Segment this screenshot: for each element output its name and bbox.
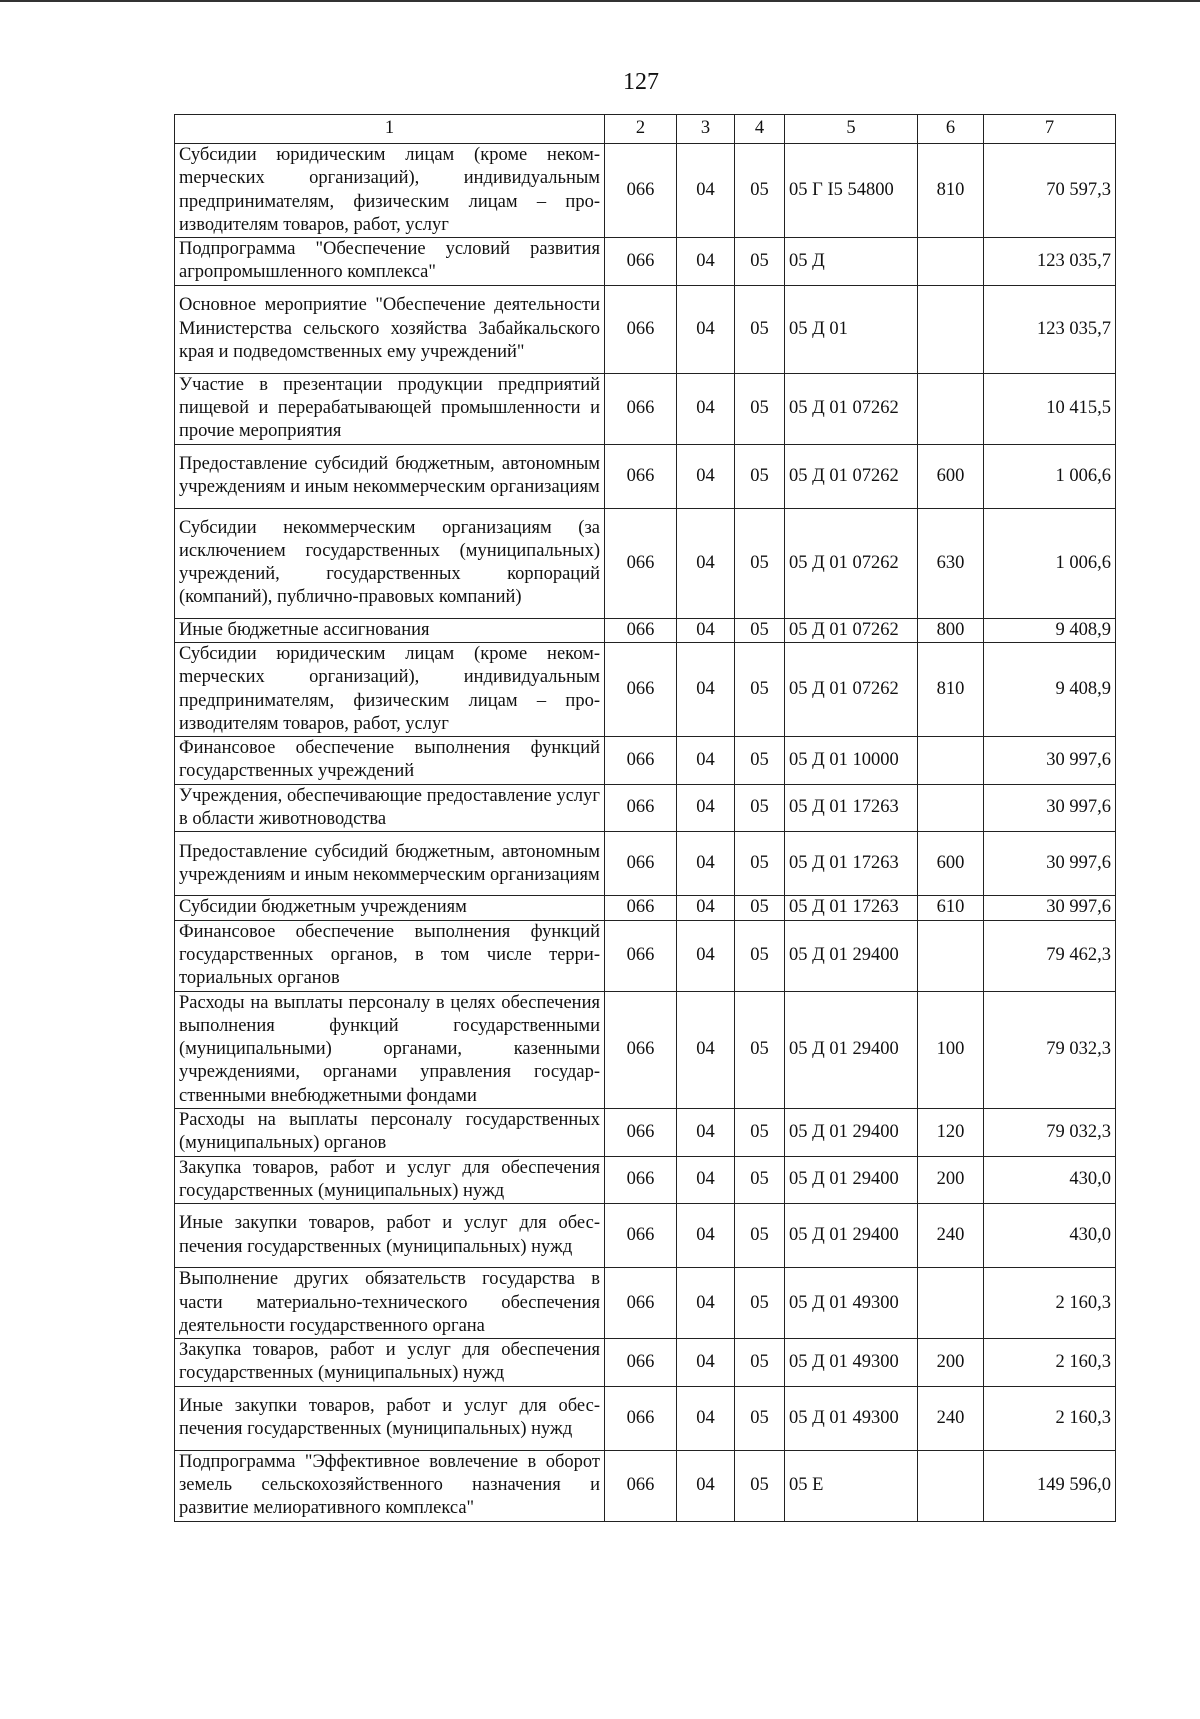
row-target-article-cell: 05 Д 01 29400 bbox=[785, 1156, 918, 1204]
row-target-article-cell: 05 Д 01 07262 bbox=[785, 444, 918, 508]
row-target-article-cell: 05 Д 01 07262 bbox=[785, 373, 918, 444]
table-row bbox=[175, 1339, 1116, 1387]
row-ministry-code-cell: 066 bbox=[605, 1450, 677, 1521]
row-expense-type-cell bbox=[918, 238, 984, 286]
row-section-cell: 04 bbox=[677, 618, 735, 642]
scan-top-border bbox=[0, 0, 1200, 2]
row-section-cell: 04 bbox=[677, 373, 735, 444]
row-subsection-cell: 05 bbox=[735, 373, 785, 444]
row-target-article-cell: 05 Д 01 29400 bbox=[785, 1204, 918, 1268]
row-subsection-cell: 05 bbox=[735, 991, 785, 1108]
row-amount-cell: 70 597,3 bbox=[984, 144, 1116, 238]
row-amount-cell: 30 997,6 bbox=[984, 737, 1116, 785]
row-amount-cell: 430,0 bbox=[984, 1204, 1116, 1268]
row-expense-type-cell bbox=[918, 737, 984, 785]
row-amount-cell: 9 408,9 bbox=[984, 642, 1116, 736]
row-subsection-cell: 05 bbox=[735, 1268, 785, 1339]
table-row bbox=[175, 642, 1116, 736]
budget-table bbox=[174, 114, 1116, 1522]
row-expense-type-cell: 630 bbox=[918, 508, 984, 618]
row-subsection-cell: 05 bbox=[735, 285, 785, 373]
row-ministry-code-cell: 066 bbox=[605, 896, 677, 920]
table-row bbox=[175, 920, 1116, 991]
row-section-cell: 04 bbox=[677, 144, 735, 238]
row-subsection-cell: 05 bbox=[735, 618, 785, 642]
row-target-article-cell: 05 Д 01 07262 bbox=[785, 508, 918, 618]
row-amount-cell: 1 006,6 bbox=[984, 508, 1116, 618]
table-row bbox=[175, 373, 1116, 444]
table-row bbox=[175, 784, 1116, 832]
row-target-article-cell: 05 Д 01 bbox=[785, 285, 918, 373]
row-expense-type-cell bbox=[918, 373, 984, 444]
row-ministry-code-cell: 066 bbox=[605, 285, 677, 373]
row-amount-cell: 123 035,7 bbox=[984, 238, 1116, 286]
row-subsection-cell: 05 bbox=[735, 1109, 785, 1157]
row-expense-type-cell: 610 bbox=[918, 896, 984, 920]
row-subsection-cell: 05 bbox=[735, 832, 785, 896]
row-section-cell: 04 bbox=[677, 508, 735, 618]
table-row bbox=[175, 1204, 1116, 1268]
row-expense-type-cell: 800 bbox=[918, 618, 984, 642]
column-header-6: 6 bbox=[918, 115, 984, 144]
row-section-cell: 04 bbox=[677, 238, 735, 286]
row-section-cell: 04 bbox=[677, 642, 735, 736]
row-amount-cell: 79 462,3 bbox=[984, 920, 1116, 991]
table-row bbox=[175, 508, 1116, 618]
row-name-cell: Расходы на выплаты персоналу государственных (муниципальных) органов bbox=[175, 1109, 605, 1157]
table-row bbox=[175, 737, 1116, 785]
row-ministry-code-cell: 066 bbox=[605, 1109, 677, 1157]
row-name-cell: Субсидии юридическим лицам (кроме некомmерческих организаций), индивидуальным предпринимателям, физическим лицам – производителям товаров, работ, услуг bbox=[175, 642, 605, 736]
row-subsection-cell: 05 bbox=[735, 642, 785, 736]
row-section-cell: 04 bbox=[677, 832, 735, 896]
table-row bbox=[175, 896, 1116, 920]
row-target-article-cell: 05 Д 01 17263 bbox=[785, 896, 918, 920]
row-name-cell: Субсидии юридическим лицам (кроме некомmерческих организаций), индивидуальным предпринимателям, физическим лицам – производителям товаров, работ, услуг bbox=[175, 144, 605, 238]
row-name-cell: Подпрограмма "Эффективное вовлечение в оборот земель сельскохозяйственного назначения и развитие мелиоративного комплекса" bbox=[175, 1450, 605, 1521]
column-header-2: 2 bbox=[605, 115, 677, 144]
row-target-article-cell: 05 Д 01 29400 bbox=[785, 991, 918, 1108]
row-expense-type-cell: 240 bbox=[918, 1204, 984, 1268]
column-header-3: 3 bbox=[677, 115, 735, 144]
row-name-cell: Предоставление субсидий бюджетным, автономным учреждениям и иным некоммерческим организациям bbox=[175, 832, 605, 896]
row-subsection-cell: 05 bbox=[735, 1204, 785, 1268]
row-target-article-cell: 05 Д 01 17263 bbox=[785, 784, 918, 832]
row-expense-type-cell bbox=[918, 1268, 984, 1339]
table-row bbox=[175, 444, 1116, 508]
table-row bbox=[175, 991, 1116, 1108]
row-amount-cell: 2 160,3 bbox=[984, 1386, 1116, 1450]
row-section-cell: 04 bbox=[677, 1339, 735, 1387]
table-body bbox=[175, 144, 1116, 1522]
row-ministry-code-cell: 066 bbox=[605, 1204, 677, 1268]
row-amount-cell: 9 408,9 bbox=[984, 618, 1116, 642]
row-amount-cell: 149 596,0 bbox=[984, 1450, 1116, 1521]
row-target-article-cell: 05 Д 01 49300 bbox=[785, 1268, 918, 1339]
row-expense-type-cell bbox=[918, 920, 984, 991]
row-ministry-code-cell: 066 bbox=[605, 642, 677, 736]
row-subsection-cell: 05 bbox=[735, 896, 785, 920]
row-subsection-cell: 05 bbox=[735, 1156, 785, 1204]
row-target-article-cell: 05 Д 01 10000 bbox=[785, 737, 918, 785]
row-amount-cell: 30 997,6 bbox=[984, 832, 1116, 896]
row-expense-type-cell bbox=[918, 1450, 984, 1521]
row-target-article-cell: 05 Е bbox=[785, 1450, 918, 1521]
row-expense-type-cell: 600 bbox=[918, 444, 984, 508]
row-section-cell: 04 bbox=[677, 1268, 735, 1339]
row-expense-type-cell: 240 bbox=[918, 1386, 984, 1450]
row-target-article-cell: 05 Д 01 17263 bbox=[785, 832, 918, 896]
row-target-article-cell: 05 Д 01 49300 bbox=[785, 1339, 918, 1387]
row-expense-type-cell: 100 bbox=[918, 991, 984, 1108]
table-row bbox=[175, 285, 1116, 373]
row-name-cell: Субсидии некоммерческим организациям (за исключением государственных (муниципальных) учреждений, государственных корпораций (компаний), публично-правовых компаний) bbox=[175, 508, 605, 618]
row-name-cell: Учреждения, обеспечивающие предоставление услуг в области животноводства bbox=[175, 784, 605, 832]
row-amount-cell: 123 035,7 bbox=[984, 285, 1116, 373]
row-section-cell: 04 bbox=[677, 991, 735, 1108]
table-row bbox=[175, 1386, 1116, 1450]
row-name-cell: Основное мероприятие "Обеспечение деятельности Министерства сельского хозяйства Забайкальского края и подведомственных ему учреждений" bbox=[175, 285, 605, 373]
row-target-article-cell: 05 Д bbox=[785, 238, 918, 286]
row-subsection-cell: 05 bbox=[735, 1386, 785, 1450]
row-section-cell: 04 bbox=[677, 1109, 735, 1157]
row-amount-cell: 79 032,3 bbox=[984, 1109, 1116, 1157]
row-subsection-cell: 05 bbox=[735, 784, 785, 832]
row-subsection-cell: 05 bbox=[735, 238, 785, 286]
row-name-cell: Финансовое обеспечение выполнения функций государственных органов, в том числе территориальных органов bbox=[175, 920, 605, 991]
row-name-cell: Предоставление субсидий бюджетным, автономным учреждениям и иным некоммерческим организациям bbox=[175, 444, 605, 508]
row-expense-type-cell: 200 bbox=[918, 1156, 984, 1204]
row-ministry-code-cell: 066 bbox=[605, 238, 677, 286]
row-name-cell: Финансовое обеспечение выполнения функций государственных учреждений bbox=[175, 737, 605, 785]
row-name-cell: Иные закупки товаров, работ и услуг для обеспечения государственных (муниципальных) нужд bbox=[175, 1386, 605, 1450]
row-name-cell: Субсидии бюджетным учреждениям bbox=[175, 896, 605, 920]
row-expense-type-cell: 120 bbox=[918, 1109, 984, 1157]
row-name-cell: Закупка товаров, работ и услуг для обеспечения государственных (муниципальных) нужд bbox=[175, 1339, 605, 1387]
row-ministry-code-cell: 066 bbox=[605, 832, 677, 896]
row-section-cell: 04 bbox=[677, 444, 735, 508]
row-section-cell: 04 bbox=[677, 1204, 735, 1268]
row-name-cell: Участие в презентации продукции предприятий пищевой и перерабатывающей промышленности и прочие мероприятия bbox=[175, 373, 605, 444]
row-ministry-code-cell: 066 bbox=[605, 508, 677, 618]
row-target-article-cell: 05 Д 01 29400 bbox=[785, 920, 918, 991]
row-section-cell: 04 bbox=[677, 1386, 735, 1450]
column-header-5: 5 bbox=[785, 115, 918, 144]
row-ministry-code-cell: 066 bbox=[605, 1156, 677, 1204]
row-name-cell: Подпрограмма "Обеспечение условий развития агропромышленного комплекса" bbox=[175, 238, 605, 286]
row-ministry-code-cell: 066 bbox=[605, 144, 677, 238]
row-expense-type-cell: 600 bbox=[918, 832, 984, 896]
row-target-article-cell: 05 Д 01 29400 bbox=[785, 1109, 918, 1157]
row-target-article-cell: 05 Д 01 07262 bbox=[785, 618, 918, 642]
row-subsection-cell: 05 bbox=[735, 1339, 785, 1387]
row-expense-type-cell: 200 bbox=[918, 1339, 984, 1387]
row-ministry-code-cell: 066 bbox=[605, 920, 677, 991]
table-row bbox=[175, 832, 1116, 896]
row-expense-type-cell bbox=[918, 784, 984, 832]
row-amount-cell: 430,0 bbox=[984, 1156, 1116, 1204]
table-row bbox=[175, 1109, 1116, 1157]
row-subsection-cell: 05 bbox=[735, 1450, 785, 1521]
row-amount-cell: 2 160,3 bbox=[984, 1339, 1116, 1387]
row-ministry-code-cell: 066 bbox=[605, 1268, 677, 1339]
column-header-1: 1 bbox=[175, 115, 605, 144]
row-ministry-code-cell: 066 bbox=[605, 1386, 677, 1450]
row-subsection-cell: 05 bbox=[735, 737, 785, 785]
row-expense-type-cell: 810 bbox=[918, 642, 984, 736]
row-section-cell: 04 bbox=[677, 1450, 735, 1521]
table-row bbox=[175, 1268, 1116, 1339]
row-subsection-cell: 05 bbox=[735, 444, 785, 508]
table-row bbox=[175, 1156, 1116, 1204]
row-section-cell: 04 bbox=[677, 784, 735, 832]
table-row bbox=[175, 618, 1116, 642]
row-target-article-cell: 05 Г I5 54800 bbox=[785, 144, 918, 238]
row-target-article-cell: 05 Д 01 49300 bbox=[785, 1386, 918, 1450]
table-row bbox=[175, 1450, 1116, 1521]
row-amount-cell: 30 997,6 bbox=[984, 896, 1116, 920]
row-name-cell: Иные бюджетные ассигнования bbox=[175, 618, 605, 642]
column-header-7: 7 bbox=[984, 115, 1116, 144]
row-ministry-code-cell: 066 bbox=[605, 1339, 677, 1387]
row-amount-cell: 10 415,5 bbox=[984, 373, 1116, 444]
row-amount-cell: 30 997,6 bbox=[984, 784, 1116, 832]
row-section-cell: 04 bbox=[677, 920, 735, 991]
row-amount-cell: 2 160,3 bbox=[984, 1268, 1116, 1339]
row-amount-cell: 1 006,6 bbox=[984, 444, 1116, 508]
row-expense-type-cell bbox=[918, 285, 984, 373]
row-subsection-cell: 05 bbox=[735, 144, 785, 238]
table-row bbox=[175, 238, 1116, 286]
row-name-cell: Иные закупки товаров, работ и услуг для обеспечения государственных (муниципальных) нужд bbox=[175, 1204, 605, 1268]
row-section-cell: 04 bbox=[677, 285, 735, 373]
row-section-cell: 04 bbox=[677, 896, 735, 920]
row-expense-type-cell: 810 bbox=[918, 144, 984, 238]
row-ministry-code-cell: 066 bbox=[605, 373, 677, 444]
row-ministry-code-cell: 066 bbox=[605, 784, 677, 832]
page-number: 127 bbox=[623, 69, 659, 95]
row-ministry-code-cell: 066 bbox=[605, 991, 677, 1108]
row-ministry-code-cell: 066 bbox=[605, 618, 677, 642]
column-header-4: 4 bbox=[735, 115, 785, 144]
row-ministry-code-cell: 066 bbox=[605, 444, 677, 508]
row-subsection-cell: 05 bbox=[735, 920, 785, 991]
header-row bbox=[175, 115, 1116, 144]
row-ministry-code-cell: 066 bbox=[605, 737, 677, 785]
row-section-cell: 04 bbox=[677, 1156, 735, 1204]
row-section-cell: 04 bbox=[677, 737, 735, 785]
table-row bbox=[175, 144, 1116, 238]
row-name-cell: Выполнение других обязательств государства в части материально-технического обеспечения деятельности государственного органа bbox=[175, 1268, 605, 1339]
row-name-cell: Закупка товаров, работ и услуг для обеспечения государственных (муниципальных) нужд bbox=[175, 1156, 605, 1204]
row-target-article-cell: 05 Д 01 07262 bbox=[785, 642, 918, 736]
row-amount-cell: 79 032,3 bbox=[984, 991, 1116, 1108]
row-subsection-cell: 05 bbox=[735, 508, 785, 618]
row-name-cell: Расходы на выплаты персоналу в целях обеспечения выполнения функций государственными (муниципальными) органами, казенными учреждениями, органами управления государственными внебюджетными фондами bbox=[175, 991, 605, 1108]
